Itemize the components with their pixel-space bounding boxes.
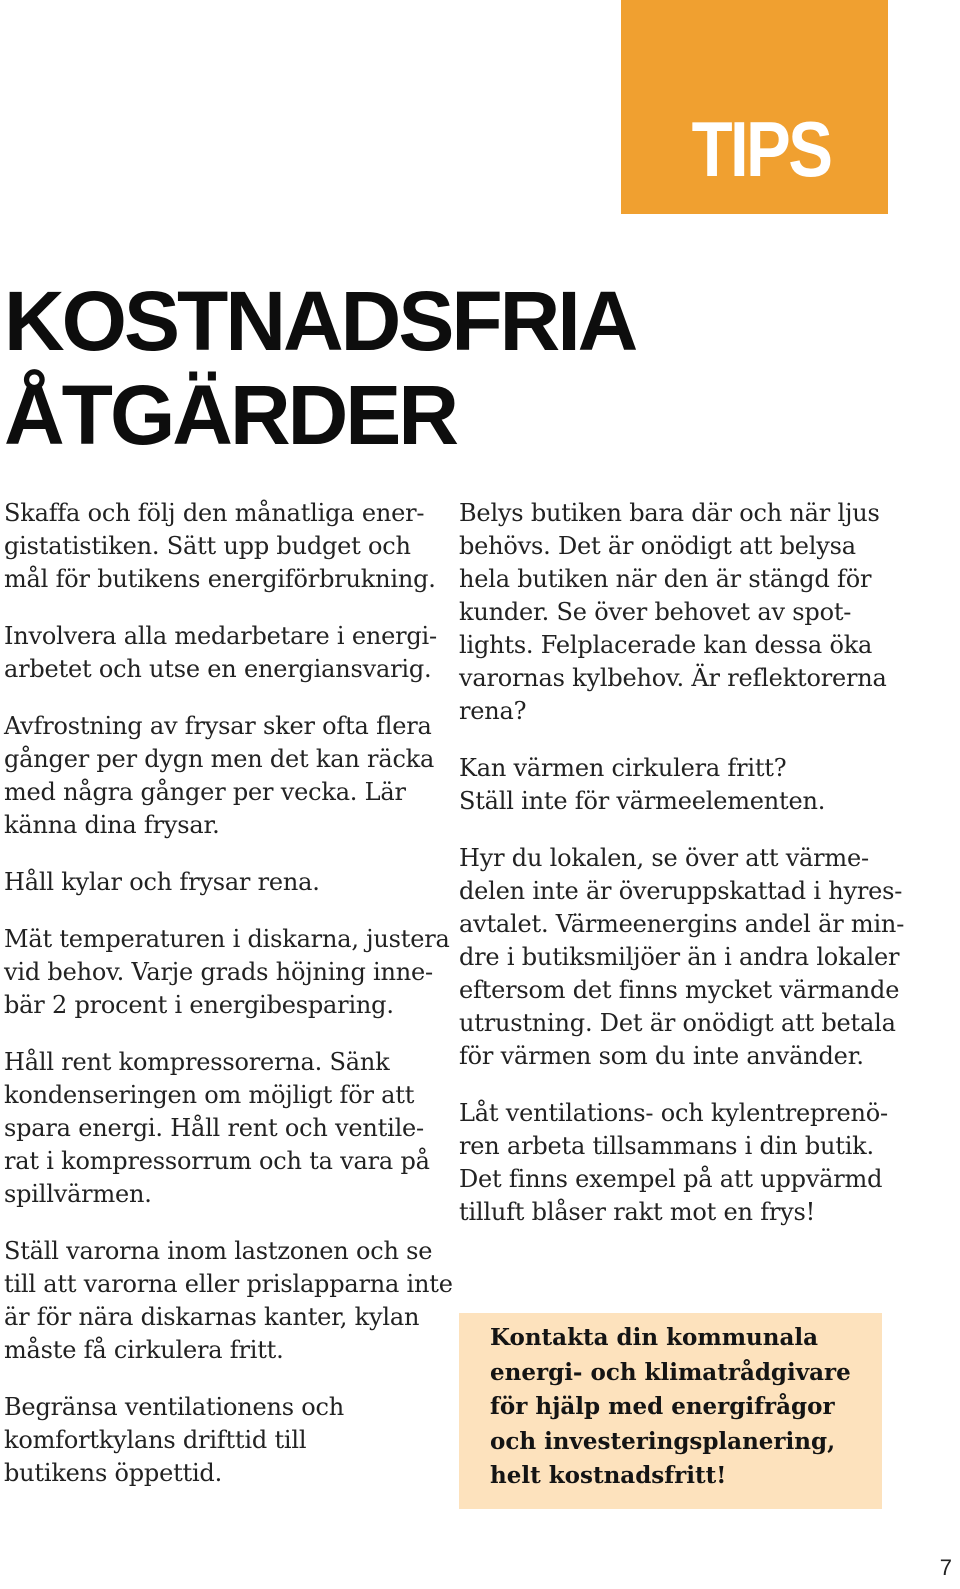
callout-line: helt kostnadsfritt! — [490, 1462, 727, 1489]
tip-line: kondenseringen om möjligt för att — [4, 1081, 415, 1109]
tip-line: känna dina frysar. — [4, 811, 220, 839]
tip-line: måste få cirkulera fritt. — [4, 1336, 284, 1364]
tip-line: med några gånger per vecka. Lär — [4, 778, 406, 806]
tip-line: kunder. Se över behovet av spot- — [459, 598, 852, 626]
tip-line: för värmen som du inte använder. — [459, 1042, 864, 1070]
tip-paragraph — [4, 866, 429, 899]
tip-line: Mät temperaturen i diskarna, justera — [4, 925, 450, 953]
tip-line: rena? — [459, 697, 527, 725]
tips-tab — [621, 0, 888, 214]
tip-line: Skaffa och följ den månatliga ener- — [4, 499, 425, 527]
tip-line: komfortkylans drifttid till — [4, 1426, 307, 1454]
tip-line: utrustning. Det är onödigt att betala — [459, 1009, 896, 1037]
tip-line: vid behov. Varje grads höjning inne- — [4, 958, 433, 986]
tips-label: TIPS — [691, 105, 830, 193]
tip-line: Håll kylar och frysar rena. — [4, 868, 320, 896]
tip-line: Det finns exempel på att uppvärmd — [459, 1165, 883, 1193]
tip-line: dre i butiksmiljöer än i andra lokaler — [459, 943, 900, 971]
tip-line: avtalet. Värmeenergins andel är min- — [459, 910, 905, 938]
tip-paragraph — [459, 497, 889, 728]
tip-line: Kan värmen cirkulera fritt? — [459, 754, 787, 782]
tip-paragraph — [4, 1235, 453, 1367]
tip-line: Ställ inte för värmeelementen. — [459, 787, 826, 815]
page-number: 7 — [939, 1555, 952, 1580]
tip-line: Involvera alla medarbetare i energi- — [4, 622, 437, 650]
tip-paragraph — [4, 923, 450, 1022]
tip-line: Begränsa ventilationens och — [4, 1393, 344, 1421]
tip-paragraph — [4, 1046, 429, 1211]
tip-line: till att varorna eller prislapparna inte — [4, 1270, 453, 1298]
tip-line: Hyr du lokalen, se över att värme- — [459, 844, 869, 872]
tip-line: rat i kompressorrum och ta vara på — [4, 1147, 430, 1175]
left-column — [4, 497, 453, 1514]
callout-line: för hjälp med energifrågor — [490, 1393, 835, 1420]
tip-paragraph — [459, 1097, 889, 1229]
tip-line: ren arbeta tillsammans i din butik. — [459, 1132, 874, 1160]
tip-line: behövs. Det är onödigt att belysa — [459, 532, 856, 560]
tip-line: arbetet och utse en energiansvarig. — [4, 655, 432, 683]
tip-line: Håll rent kompressorerna. Sänk — [4, 1048, 390, 1076]
tip-line: är för nära diskarnas kanter, kylan — [4, 1303, 420, 1331]
tip-paragraph — [459, 752, 889, 818]
tip-line: delen inte är överuppskattad i hyres- — [459, 877, 903, 905]
tip-paragraph — [4, 1391, 429, 1490]
tip-line: gistatistiken. Sätt upp budget och — [4, 532, 411, 560]
tip-line: tilluft blåser rakt mot en frys! — [459, 1198, 816, 1226]
tip-line: eftersom det finns mycket värmande — [459, 976, 900, 1004]
page-title-line-2: ÅTGÄRDER — [4, 368, 456, 462]
right-column — [459, 497, 905, 1253]
tip-line: bär 2 procent i energibesparing. — [4, 991, 394, 1019]
tip-line: varornas kylbehov. Är reflektorerna — [459, 664, 887, 692]
callout-line: energi- och klimatrådgivare — [490, 1358, 851, 1386]
tip-line: lights. Felplacerade kan dessa öka — [459, 631, 873, 659]
tip-line: spara energi. Håll rent och ventile- — [4, 1114, 424, 1142]
tip-line: hela butiken när den är stängd för — [459, 565, 872, 593]
tip-line: mål för butikens energiförbrukning. — [4, 565, 436, 593]
tip-paragraph — [4, 497, 436, 596]
contact-callout-box — [459, 1313, 882, 1509]
tip-line: Låt ventilations- och kylentreprenö- — [459, 1099, 888, 1127]
page-title — [4, 274, 635, 462]
callout-line: och investeringsplanering, — [490, 1427, 836, 1455]
tip-line: Avfrostning av frysar sker ofta flera — [4, 712, 432, 740]
page-title-line-1: KOSTNADSFRIA — [4, 274, 636, 368]
tip-line: spillvärmen. — [4, 1180, 152, 1208]
tip-line: Belys butiken bara där och när ljus — [459, 499, 880, 527]
tip-line: butikens öppettid. — [4, 1459, 223, 1487]
callout-text — [490, 1321, 851, 1494]
tip-paragraph — [459, 842, 905, 1073]
tip-paragraph — [4, 710, 435, 842]
tip-paragraph — [4, 620, 437, 686]
callout-line: Kontakta din kommunala — [490, 1324, 819, 1351]
tip-line: gånger per dygn men det kan räcka — [4, 745, 435, 773]
tip-line: Ställ varorna inom lastzonen och se — [4, 1237, 433, 1265]
